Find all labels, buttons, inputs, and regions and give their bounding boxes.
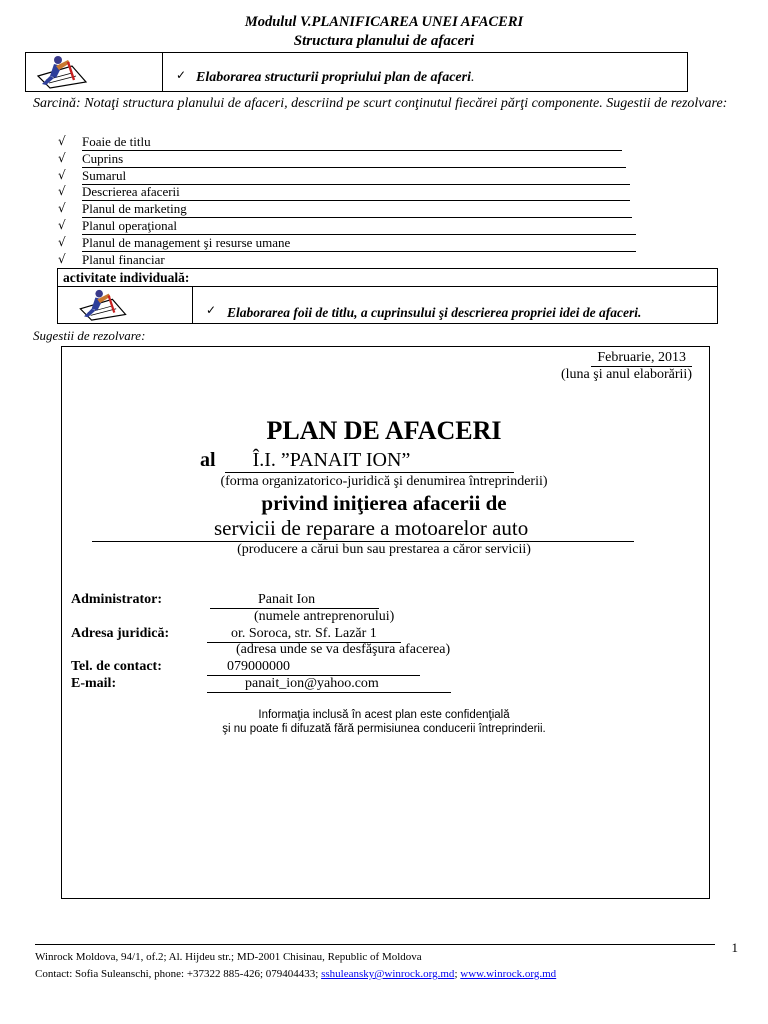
al-label: al xyxy=(200,449,216,471)
company-caption: (forma organizatorico-juridică şi denumirea întreprinderii) xyxy=(220,474,548,489)
service-name: servicii de reparare a motoarelor auto xyxy=(92,516,634,542)
activity-text: Elaborarea foii de titlu, a cuprinsului şi descrierea propriei idei de afaceri. xyxy=(227,305,642,320)
structure-item-label: Planul operaţional xyxy=(82,218,636,235)
company-name: Î.I. ”PANAIT ION” xyxy=(225,449,515,473)
task-text-period: . xyxy=(470,70,475,85)
phone-number: 079000000 xyxy=(207,659,420,676)
address-caption: (adresa unde se va desfăşura afacerea) xyxy=(236,642,451,657)
initiation-heading: privind iniţierea afacerii de xyxy=(261,491,507,515)
footer-contact xyxy=(35,968,556,980)
task-check-icon: ✓ xyxy=(176,68,187,82)
elaboration-date xyxy=(591,350,692,367)
confidentiality-line-2: şi nu poate fi difuzată fără permisiunea conducerii întreprinderii. xyxy=(222,723,546,735)
email-label: E-mail: xyxy=(71,676,117,691)
task-text-main: Elaborarea structurii propriului plan de afaceri xyxy=(196,70,471,85)
date-caption: (luna şi anul elaborării) xyxy=(560,367,692,382)
service-line xyxy=(92,516,634,542)
check-mark-icon: √ xyxy=(58,217,66,232)
check-mark-icon: √ xyxy=(58,251,66,266)
administrator-caption: (numele antreprenorului) xyxy=(254,609,395,624)
administrator-name: Panait Ion xyxy=(210,592,379,609)
check-mark-icon: √ xyxy=(58,150,66,165)
footer-separator xyxy=(35,944,715,945)
service-caption: (producere a cărui bun sau prestarea a căror servicii) xyxy=(237,542,531,557)
check-mark-icon: √ xyxy=(58,167,66,182)
company-row xyxy=(200,449,514,473)
activity-check-icon: ✓ xyxy=(206,303,217,317)
structure-item-label: Planul de marketing xyxy=(82,201,632,218)
check-mark-icon: √ xyxy=(58,184,66,199)
administrator-label: Administrator: xyxy=(71,592,162,607)
administrator-value xyxy=(210,592,379,609)
writing-hand-icon xyxy=(32,54,90,90)
structure-item-label: Planul financiar xyxy=(82,252,642,269)
check-mark-icon: √ xyxy=(58,201,66,216)
footer-web-link[interactable]: www.winrock.org.md xyxy=(460,968,557,980)
suggestions-label: Sugestii de rezolvare: xyxy=(33,328,146,343)
module-title: Modulul V.PLANIFICAREA UNEI AFACERI xyxy=(244,14,524,30)
phone-value xyxy=(207,659,420,676)
footer-address: Winrock Moldova, 94/1, of.2; Al. Hijdeu str.; MD-2001 Chisinau, Republic of Moldova xyxy=(35,951,422,963)
footer-email-link[interactable]: sshuleansky@winrock.org.md xyxy=(321,968,455,980)
structure-item-label: Foaie de titlu xyxy=(82,134,622,151)
confidentiality-line-1: Informaţia inclusă în acest plan este confidenţială xyxy=(258,709,510,721)
section-title: Structura planului de afaceri xyxy=(293,33,475,49)
address-label: Adresa juridică: xyxy=(71,626,170,641)
task-instruction: Sarcină: Notaţi structura planului de afaceri, descriind pe scurt conţinutul fiecărei părţi componente. Sugestii de rezolvare: xyxy=(33,96,728,111)
phone-label: Tel. de contact: xyxy=(71,659,162,674)
structure-item-label: Sumarul xyxy=(82,168,630,185)
activity-label: activitate individuală: xyxy=(63,270,190,285)
activity-header-line xyxy=(57,286,718,287)
check-mark-icon: √ xyxy=(58,134,66,148)
email-value xyxy=(207,676,451,693)
email-address: panait_ion@yahoo.com xyxy=(207,676,451,693)
address-text: or. Soroca, str. Sf. Lazăr 1 xyxy=(207,626,401,643)
task-box-divider xyxy=(162,52,163,92)
task-text xyxy=(196,70,474,86)
activity-box-divider xyxy=(192,286,193,324)
structure-item-label: Planul de management şi resurse umane xyxy=(82,235,636,252)
writing-hand-icon xyxy=(73,288,131,322)
check-mark-icon: √ xyxy=(58,234,66,249)
footer-separator-text: ; xyxy=(454,968,461,980)
page-number: 1 xyxy=(731,940,738,955)
date-value: Februarie, 2013 xyxy=(591,350,692,367)
footer-contact-text: Contact: Sofia Suleanschi, phone: +37322 885-426; 079404433; xyxy=(35,968,322,980)
structure-item-label: Descrierea afacerii xyxy=(82,184,630,201)
address-value xyxy=(207,626,401,643)
plan-title: PLAN DE AFACERI xyxy=(266,416,502,445)
structure-item-label: Cuprins xyxy=(82,151,626,168)
